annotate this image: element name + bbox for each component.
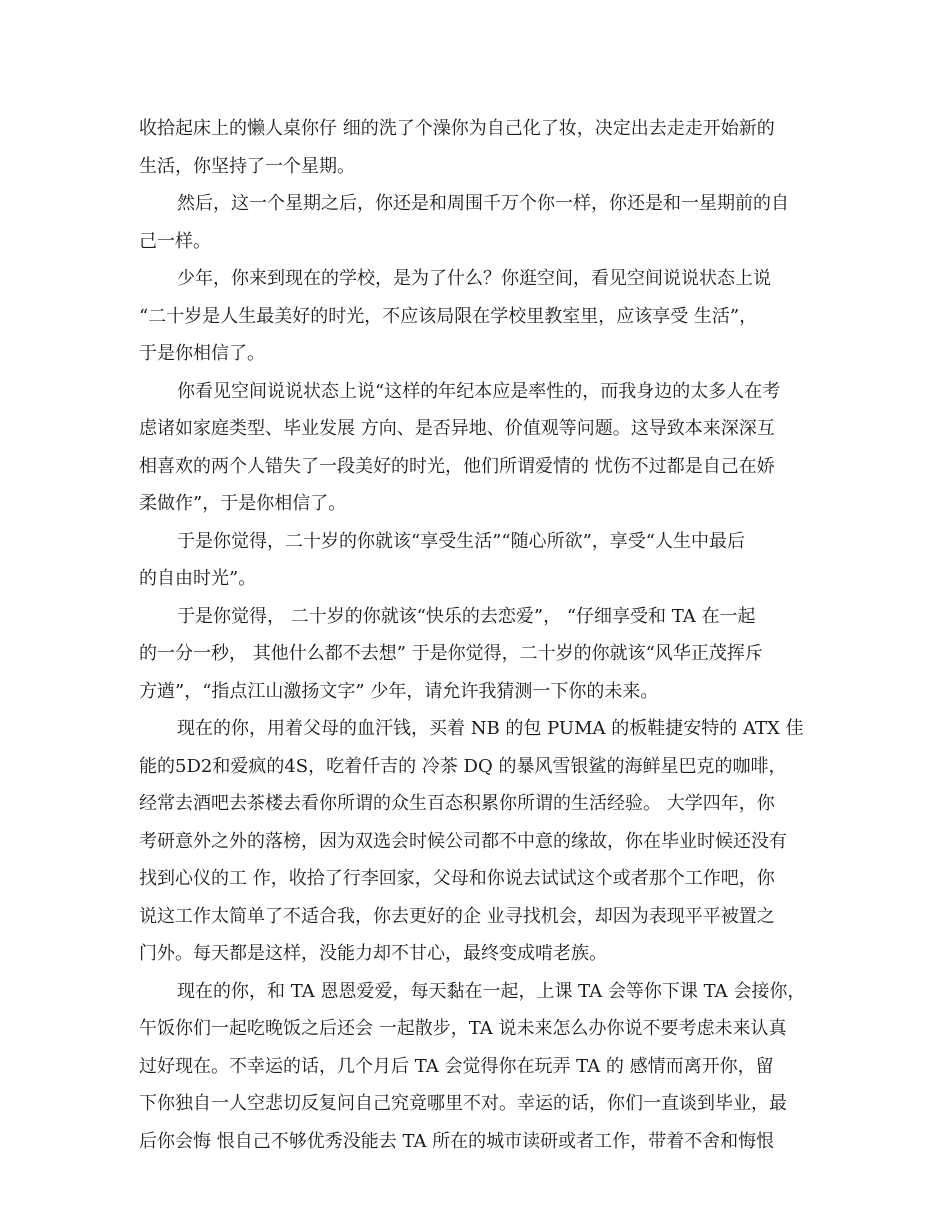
text-line: 虑诸如家庭类型、毕业发展 方向、是否异地、价值观等问题。这导致本来深深互 <box>139 418 775 439</box>
text-line: 能的5D2和爱疯的4S，吃着仟吉的 冷茶 DQ 的暴风雪银鲨的海鲜星巴克的咖啡， <box>139 755 787 777</box>
text-line: 下你独自一人空悲切反复问自己究竟哪里不对。幸运的话，你们一直谈到毕业，最 <box>139 1093 787 1114</box>
text-line: 少年，你来到现在的学校，是为了什么？你逛空间，看见空间说说状态上说 <box>177 268 771 289</box>
text-line: 相喜欢的两个人错失了一段美好的时光，他们所谓爱情的 忧伤不过都是自己在娇 <box>139 455 775 477</box>
text-line: 的一分一秒， 其他什么都不去想” 于是你觉得，二十岁的你就该“风华正茂挥斥 <box>139 643 763 664</box>
text-line: 你看见空间说说状态上说“这样的年纪本应是率性的，而我身边的太多人在考 <box>177 380 781 402</box>
text-line: 然后，这一个星期之后，你还是和周围千万个你一样，你还是和一星期前的自 <box>177 193 789 214</box>
text-line: 说这工作太简单了不适合我，你去更好的企 业寻找机会，却因为表现平平被置之 <box>139 905 775 927</box>
text-line: 方遒”，“指点江山激扬文字” 少年，请允许我猜测一下你的未来。 <box>139 680 659 702</box>
text-line: 己一样。 <box>139 230 211 252</box>
text-line: 的自由时光”。 <box>139 568 257 589</box>
text-line: 于是你觉得，二十岁的你就该“享受生活”“随心所欲”，享受“人生中最后 <box>177 530 746 552</box>
text-line: 经常去酒吧去茶楼去看你所谓的众生百态积累你所谓的生活经验。 大学四年，你 <box>139 793 775 814</box>
text-line: 于是你相信了。 <box>139 343 265 364</box>
text-line: 过好现在。不幸运的话，几个月后 TA 会觉得你在玩弄 TA 的 感情而离开你，留 <box>139 1055 774 1077</box>
text-line: 现在的你，和 TA 恩恩爱爱，每天黏在一起，上课 TA 会等你下课 TA 会接你， <box>177 980 806 1002</box>
text-line: 门外。每天都是这样，没能力却不甘心，最终变成啃老族。 <box>139 943 607 964</box>
text-line: 找到心仪的工 作，收拾了行李回家，父母和你说去试试这个或者那个工作吧，你 <box>139 868 775 889</box>
text-line: 收拾起床上的懒人桌你仔 细的洗了个澡你为自己化了妆，决定出去走走开始新的 <box>139 118 775 139</box>
body-text <box>139 110 819 1160</box>
text-line: 后你会悔 恨自己不够优秀没能去 TA 所在的城市读研或者工作，带着不舍和悔恨 <box>139 1130 775 1152</box>
text-line: “二十岁是人生最美好的时光，不应该局限在学校里教室里，应该享受 生活”， <box>139 305 758 327</box>
text-line: 午饭你们一起吃晚饭之后还会 一起散步，TA 说未来怎么办你说不要考虑未来认真 <box>139 1018 787 1039</box>
text-line: 于是你觉得， 二十岁的你就该“快乐的去恋爱”， “仔细享受和 TA 在一起 <box>177 605 756 627</box>
text-line: 柔做作”，于是你相信了。 <box>139 493 347 514</box>
text-line: 现在的你，用着父母的血汗钱，买着 NB 的包 PUMA 的板鞋捷安特的 ATX 佳 <box>177 718 804 739</box>
text-line: 生活，你坚持了一个星期。 <box>139 155 355 177</box>
text-line: 考研意外之外的落榜，因为双选会时候公司都不中意的缘故，你在毕业时候还没有 <box>139 830 787 852</box>
